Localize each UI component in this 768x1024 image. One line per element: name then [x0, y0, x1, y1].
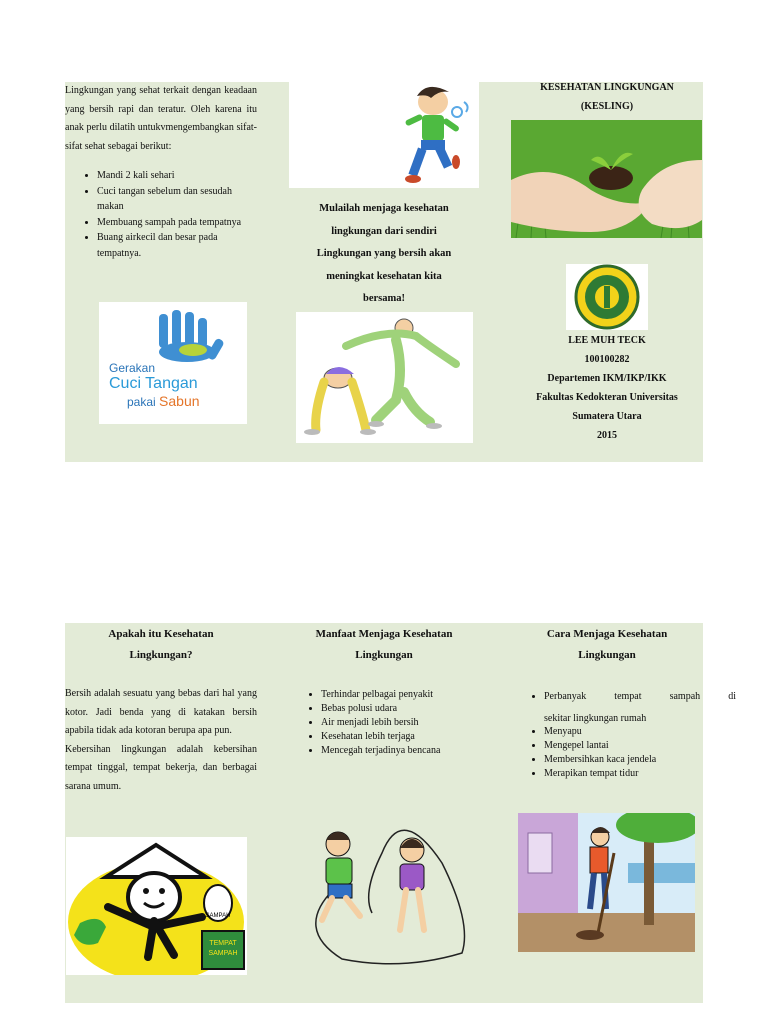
- list-item-text: Perbanyak tempat sampah di: [544, 691, 736, 702]
- list-item: • Air menjadi lebih bersih: [321, 716, 511, 730]
- slogan-line: bersama!: [363, 293, 405, 304]
- healthy-habits-list: [65, 168, 257, 261]
- how-to-list: [512, 690, 736, 704]
- list-item: • Kesehatan lebih terjaga: [321, 730, 511, 744]
- handwashing-campaign-logo: [99, 302, 247, 424]
- bin-label-line2: SAMPAH: [208, 950, 238, 957]
- section-title-benefits: [289, 624, 479, 666]
- bag-label: SAMPAH: [205, 913, 231, 919]
- list-item: • Mencegah terjadinya bencana: [321, 744, 511, 758]
- university-seal: [566, 264, 648, 330]
- slogan-line: Mulailah menjaga kesehatan: [319, 203, 449, 214]
- list-item: • Membuang sampah pada tempatnya: [97, 215, 257, 231]
- list-item: • Mengepel lantai: [544, 739, 736, 753]
- list-item: • Bebas polusi udara: [321, 702, 511, 716]
- exercising-people-illustration: [296, 312, 473, 443]
- brochure-title: [510, 78, 704, 116]
- logo-text-line1: Gerakan: [109, 361, 156, 375]
- list-item: • Buang airkecil dan besar pada tempatnya.: [97, 230, 257, 261]
- student-id: 100100282: [584, 354, 630, 365]
- section-title-how-to: [510, 624, 704, 666]
- intro-text: Lingkungan yang sehat terkait dengan keadaan yang bersih rapi dan teratur. Oleh karena itu anak perlu dilatih untukvmengembangkan sifat-sifat sehat sebagai berikut:: [65, 85, 257, 152]
- section-title-line1: Manfaat Menjaga Kesehatan: [315, 628, 453, 640]
- top-left-column: [65, 82, 257, 261]
- section-title-line1: Cara Menjaga Kesehatan: [546, 628, 668, 640]
- section-title-line2: Lingkungan: [578, 649, 636, 661]
- list-item-continuation: sekitar lingkungan rumah: [544, 713, 647, 724]
- definition-paragraph: Bersih adalah sesuatu yang bebas dari hal yang kotor. Jadi benda yang di katakan bersih apabila tidak ada kotoran berupa apa pun.: [65, 688, 257, 736]
- author-info: [510, 331, 704, 445]
- list-item: • Cuci tangan sebelum dan sesudah makan: [97, 184, 257, 215]
- section-title-line2: Lingkungan: [355, 649, 413, 661]
- faculty: Fakultas Kedokteran Universitas: [536, 392, 678, 403]
- section-title-line1: Apakah itu Kesehatan: [108, 628, 214, 640]
- definition-paragraph: Kebersihan lingkungan adalah kebersihan tempat tinggal, tempat bekerja, dan berbagai sarana umum.: [65, 743, 257, 792]
- list-item: • Merapikan tempat tidur: [544, 767, 736, 781]
- hands-with-plant-photo: [511, 120, 702, 238]
- boy-sweeping-illustration: [518, 813, 695, 952]
- list-item: • Menyapu: [544, 725, 736, 739]
- list-item: • Mandi 2 kali sehari: [97, 168, 257, 184]
- section-title-line2: Lingkungan?: [129, 649, 193, 661]
- brochure-title-line1: KESEHATAN LINGKUNGAN: [540, 82, 674, 93]
- logo-text-line2: Cuci Tangan: [109, 375, 198, 392]
- slogan-line: Lingkungan yang bersih akan: [316, 248, 452, 259]
- how-to-list-cont: [512, 725, 736, 781]
- logo-text-line3a: pakai: [127, 395, 156, 409]
- brochure-title-line2: (KESLING): [580, 101, 634, 112]
- logo-text-line3b: Sabun: [159, 393, 200, 409]
- list-item: [544, 690, 736, 704]
- university: Sumatera Utara: [572, 411, 642, 422]
- children-jump-rope-illustration: [296, 804, 466, 970]
- bin-label-line1: TEMPAT: [209, 940, 237, 947]
- trash-mascot-illustration: [66, 837, 247, 975]
- list-item: • Membersihkan kaca jendela: [544, 753, 736, 767]
- section-title-what-is: [65, 624, 257, 666]
- slogan-line: meningkat kesehatan kita: [326, 270, 442, 282]
- year: 2015: [597, 430, 617, 441]
- running-boy-illustration: [289, 82, 479, 188]
- slogan: [289, 198, 479, 311]
- author-name: LEE MUH TECK: [568, 335, 646, 346]
- benefits-list: [289, 688, 511, 758]
- definition-text: [65, 685, 257, 796]
- slogan-line: lingkungan dari sendiri: [331, 225, 437, 237]
- list-item: • Terhindar pelbagai penyakit: [321, 688, 511, 702]
- department: Departemen IKM/IKP/IKK: [547, 373, 667, 384]
